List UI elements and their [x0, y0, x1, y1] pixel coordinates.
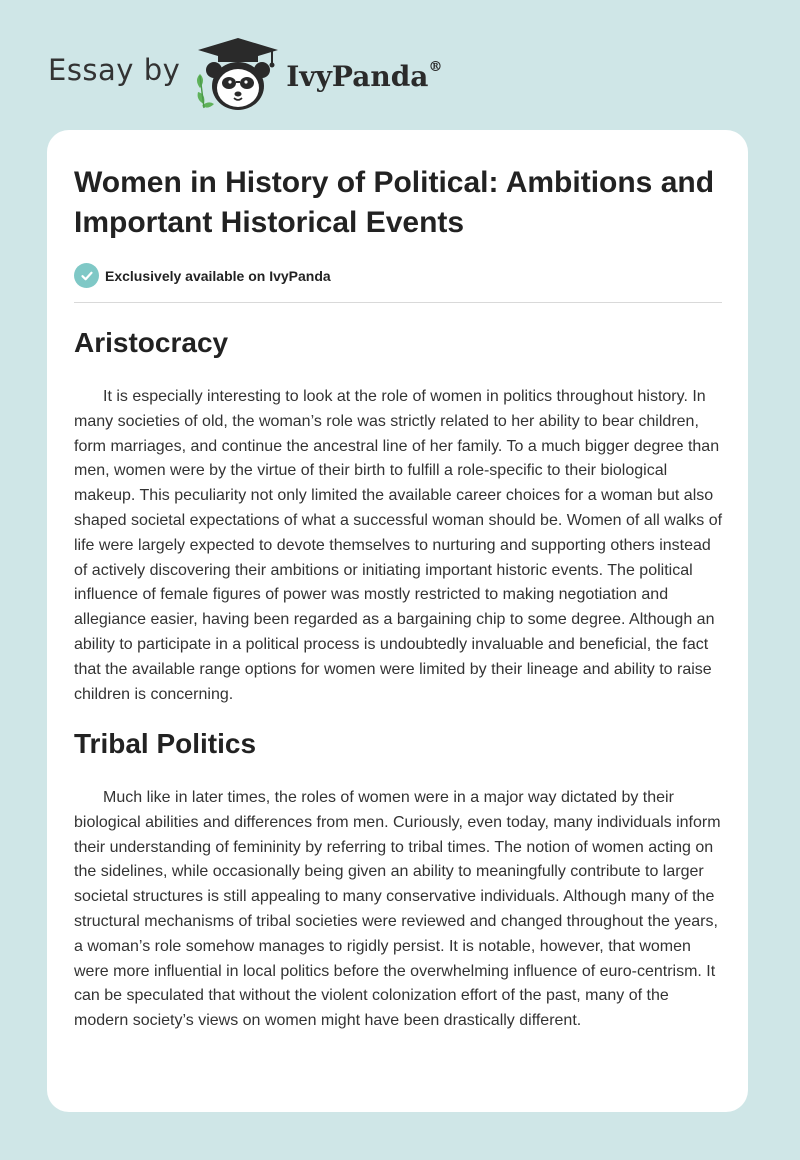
title-divider	[74, 302, 722, 303]
essay-card	[47, 130, 748, 1112]
exclusive-badge	[74, 263, 331, 288]
exclusive-badge-label: Exclusively available on IvyPanda	[105, 267, 331, 284]
section-heading-aristocracy: Aristocracy	[74, 327, 229, 358]
section-heading-tribal-politics: Tribal Politics	[74, 728, 257, 759]
brand-name[interactable]: IvyPanda®	[286, 59, 443, 93]
site-header	[48, 34, 442, 114]
section-paragraph-aristocracy: It is especially interesting to look at the role of women in politics throughout history. In many societies of old, the woman’s role was strictly related to her ability to bear children, form marriages, and continue the ancestral line of her family. To a much bigger degree than men, women were by the virtue of their birth to fulfill a role-specific to their biological makeup. This peculiarity not only limited the available career choices for a woman but also shaped societal expectations of what a successful woman should be. Women of all walks of life were largely expected to devote themselves to nurturing and supporting others instead of actively discovering their ambitions or initiating important historic events. The political influence of female figures of power was mostly restricted to making negotiation and allegiance easier, having been regarded as a bargaining chip to some degree. Although an ability to participate in a political process is undoubtedly invaluable and beneficial, the fact that the available range options for women were limited by their lineage and ability to raise children is concerning.	[74, 388, 723, 703]
essay-by-label: Essay by	[48, 53, 181, 87]
ivypanda-logo-icon[interactable]	[194, 34, 282, 114]
section-paragraph-tribal-politics: Much like in later times, the roles of women were in a major way dictated by their biological abilities and differences from men. Curiously, even today, many individuals inform their understanding of femininity by referring to tribal times. The notion of women acting on the sidelines, while occasionally being given an ability to meaningfully contribute to larger societal structures is still appealing to many conservative individuals. Although many of the structural mechanisms of tribal societies were reviewed and changed throughout the years, a woman’s role somehow manages to rigidly persist. It is notable, however, that women were more influential in local politics before the overwhelming influence of euro-centrism. It can be speculated that without the violent colonization effort of the past, many of the modern society’s views on women might have been drastically different.	[74, 789, 721, 1030]
registered-mark: ®	[428, 59, 443, 76]
check-circle-icon	[74, 263, 99, 288]
essay-title: Women in History of Political: Ambitions and Important Historical Events	[74, 166, 715, 239]
